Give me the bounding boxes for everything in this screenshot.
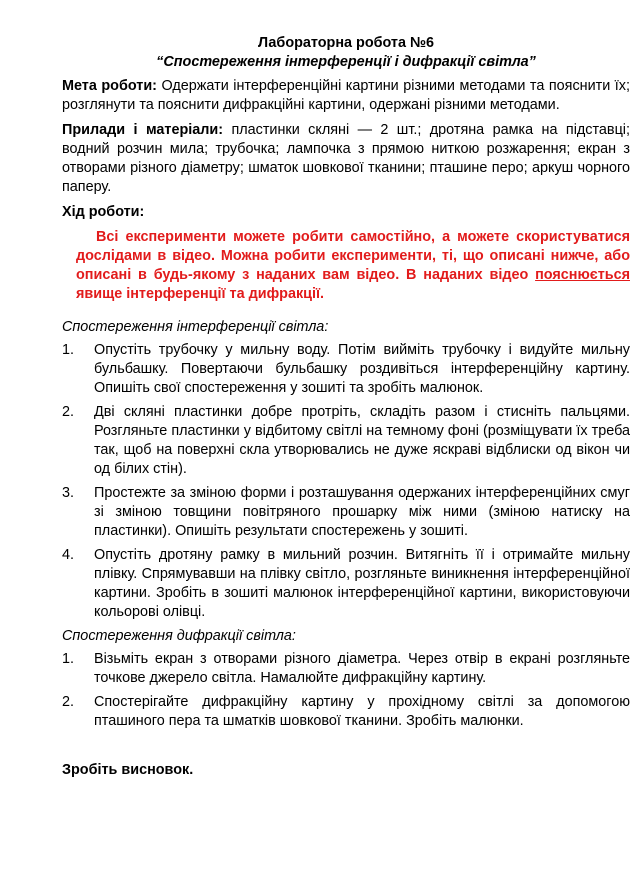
- document-page: [62, 34, 630, 794]
- diffraction-steps-list: [62, 650, 630, 731]
- materials-label: Прилади і матеріали:: [62, 122, 224, 138]
- conclusion-text: Зробіть висновок.: [62, 762, 194, 778]
- goal-label: Мета роботи:: [62, 78, 157, 94]
- step-text: Простежте за зміною форми і розташування одержаних інтерференційних смуг зі зміною товщини повітряного прошарку між ними (зміною натиску на пластинки). Опишіть результати спостережень у зошиті.: [94, 485, 630, 539]
- goal-text: Одержати інтерференційні картини різними методами та пояснити їх; розглянути та пояснити дифракційні картини, одержані різними методами.: [62, 78, 630, 113]
- video-notice: [62, 228, 630, 304]
- interference-step: [62, 546, 630, 622]
- interference-step: [62, 484, 630, 541]
- step-number: 1.: [62, 651, 75, 667]
- interference-step: [62, 341, 630, 398]
- diffraction-section-title: Спостереження дифракції світла:: [62, 628, 296, 644]
- step-number: 3.: [62, 485, 75, 501]
- step-text: Дві скляні пластинки добре протріть, складіть разом і стисніть пальцями. Розгляньте пластинки у відбитому світлі на темному фоні (розміщувати їх треба так, щоб на поверхні скла утворювались не дуже яскраві відблиски од вікон чи од білих стін).: [94, 404, 630, 477]
- document-subtitle: “Спостереження інтерференції і дифракції світла”: [156, 54, 536, 70]
- diffraction-step: [62, 693, 630, 731]
- notice-text-part1: Всі експерименти можете робити самостійно, а можете скористуватися дослідами в відео. Можна робити експерименти, ті, що описані нижче, або описані в будь-якому з наданих вам відео. В наданих відео: [76, 229, 630, 283]
- step-text: Опустіть дротяну рамку в мильний розчин. Витягніть її і отримайте мильну плівку. Спрямувавши на плівку світло, розгляньте виникнення інтерференційної картини. Зробіть в зошиті малюнок інтерференційної картини, використовуючи кольорові олівці.: [94, 547, 630, 620]
- step-number: 4.: [62, 547, 75, 563]
- step-text: Візьміть екран з отворами різного діаметра. Через отвір в екрані розгляньте точкове джерело світла. Намалюйте дифракційну картину.: [94, 651, 630, 686]
- interference-step: [62, 403, 630, 479]
- interference-steps-list: [62, 341, 630, 622]
- notice-text-part2: явище інтерференції та дифракції.: [76, 286, 325, 302]
- materials-paragraph: [62, 121, 630, 197]
- procedure-heading: Хід роботи:: [62, 204, 145, 220]
- materials-text: пластинки скляні — 2 шт.; дротяна рамка на підставці; водний розчин мила; трубочка; лампочка з прямою ниткою розжарення; екран з отворами різного діаметру; шматок шовкової тканини; пташине перо; аркуш чорного паперу.: [62, 122, 631, 195]
- step-text: Опустіть трубочку у мильну воду. Потім вийміть трубочку і видуйте мильну бульбашку. Повертаючи бульбашку роздивіться інтерференційну картину. Опишіть свої спостереження у зошиті та зробіть малюнок.: [94, 342, 630, 396]
- step-number: 2.: [62, 694, 75, 710]
- document-title: Лабораторна робота №6: [257, 35, 435, 51]
- step-text: Спостерігайте дифракційну картину у прохідному світлі за допомогою пташиного пера та шматків шовкової тканини. Зробіть малюнки.: [94, 694, 630, 729]
- diffraction-step: [62, 650, 630, 688]
- notice-underlined-word: пояснюється: [535, 267, 630, 283]
- step-number: 1.: [62, 342, 75, 358]
- step-number: 2.: [62, 404, 75, 420]
- goal-paragraph: [62, 77, 630, 115]
- interference-section-title: Спостереження інтерференції світла:: [62, 319, 329, 335]
